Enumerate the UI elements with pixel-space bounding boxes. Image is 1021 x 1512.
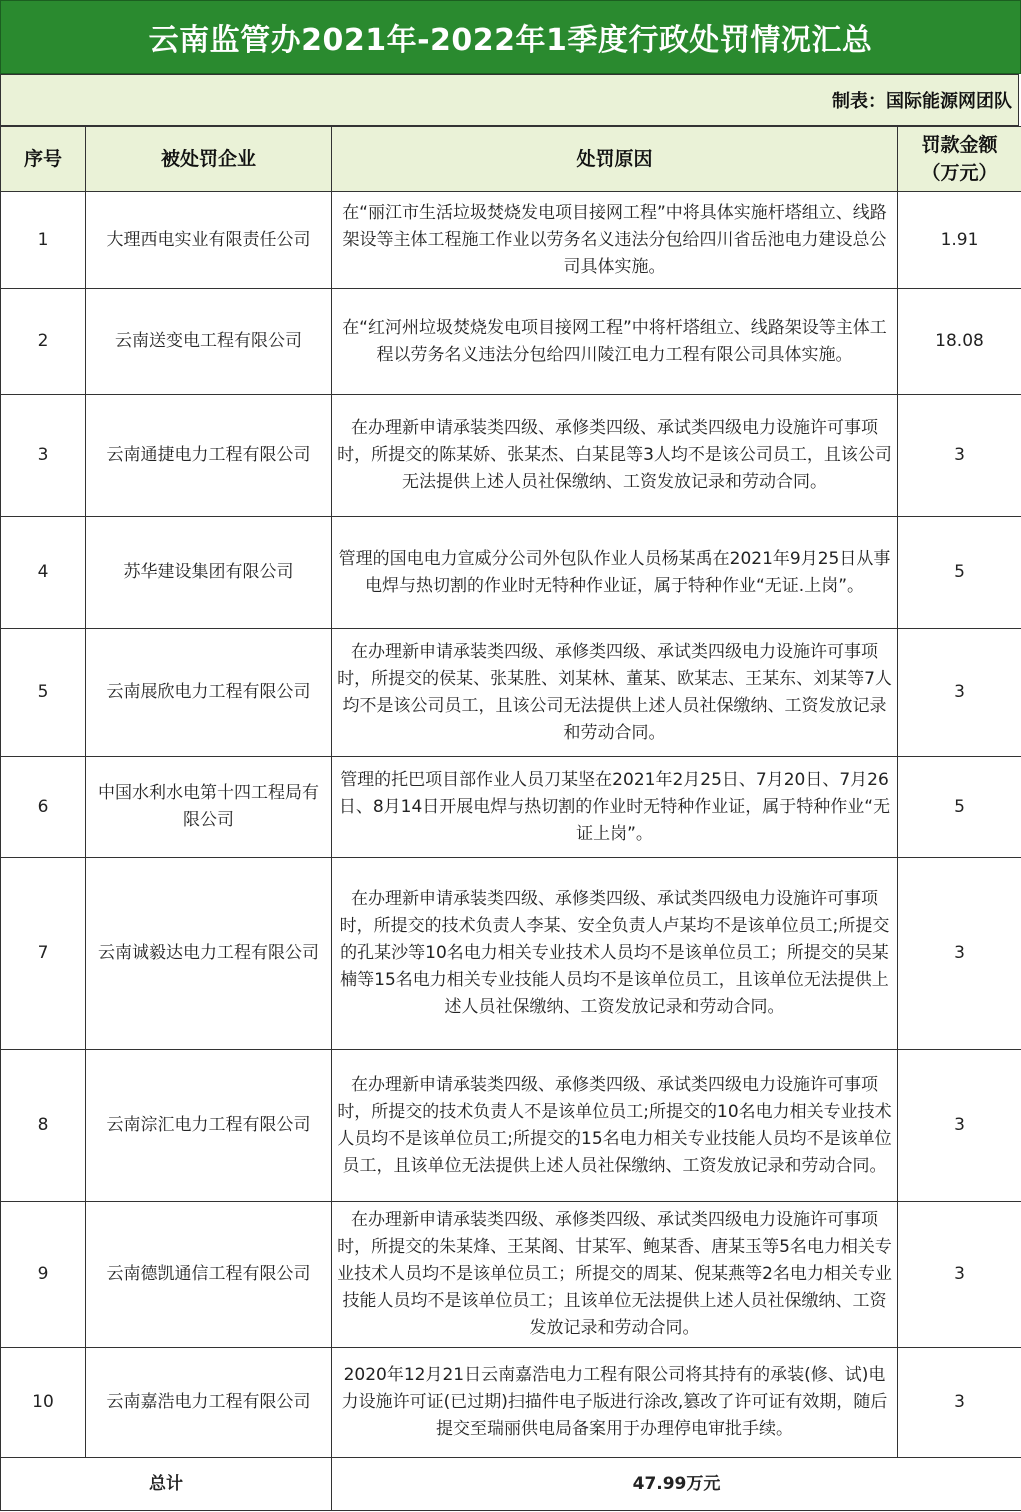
cell-company: 云南德凯通信工程有限公司 (86, 1202, 332, 1348)
cell-company: 云南通捷电力工程有限公司 (86, 395, 332, 517)
cell-reason: 在“红河州垃圾焚烧发电项目接网工程”中将杆塔组立、线路架设等主体工程以劳务名义违法分包给四川陵江电力工程有限公司具体实施。 (332, 289, 898, 395)
table-row (1, 858, 1021, 1050)
cell-reason: 在办理新申请承装类四级、承修类四级、承试类四级电力设施许可事项时，所提交的侯某、张某胜、刘某林、董某、欧某志、王某东、刘某等7人均不是该公司员工，且该公司无法提供上述人员社保缴纳、工资发放记录和劳动合同。 (332, 629, 898, 757)
header-fine-line2: （万元） (921, 162, 998, 184)
table-row (1, 1050, 1021, 1202)
cell-fine: 3 (898, 858, 1021, 1050)
total-value: 47.99万元 (332, 1458, 1021, 1511)
header-company: 被处罚企业 (86, 127, 332, 192)
cell-seq: 7 (1, 858, 86, 1050)
cell-company: 大理西电实业有限责任公司 (86, 192, 332, 289)
header-row (1, 127, 1021, 192)
cell-reason: 2020年12月21日云南嘉浩电力工程有限公司将其持有的承装(修、试)电力设施许可证(已过期)扫描件电子版进行涂改,篡改了许可证有效期，随后提交至瑞丽供电局备案用于办理停电审批手续。 (332, 1348, 898, 1458)
cell-seq: 6 (1, 757, 86, 858)
cell-seq: 9 (1, 1202, 86, 1348)
cell-reason: 在“丽江市生活垃圾焚烧发电项目接网工程”中将具体实施杆塔组立、线路架设等主体工程施工作业以劳务名义违法分包给四川省岳池电力建设总公司具体实施。 (332, 192, 898, 289)
table-row (1, 289, 1021, 395)
cell-company: 云南展欣电力工程有限公司 (86, 629, 332, 757)
cell-company: 苏华建设集团有限公司 (86, 517, 332, 629)
cell-seq: 8 (1, 1050, 86, 1202)
table-row (1, 517, 1021, 629)
cell-reason: 在办理新申请承装类四级、承修类四级、承试类四级电力设施许可事项时，所提交的陈某娇、张某杰、白某昆等3人均不是该公司员工，且该公司无法提供上述人员社保缴纳、工资发放记录和劳动合同。 (332, 395, 898, 517)
header-fine-line1: 罚款金额 (921, 134, 998, 156)
cell-seq: 10 (1, 1348, 86, 1458)
cell-fine: 18.08 (898, 289, 1021, 395)
cell-fine: 3 (898, 1348, 1021, 1458)
cell-fine: 3 (898, 1050, 1021, 1202)
cell-reason: 在办理新申请承装类四级、承修类四级、承试类四级电力设施许可事项时，所提交的技术负责人不是该单位员工;所提交的10名电力相关专业技术人员均不是该单位员工;所提交的15名电力相关专业技能人员均不是该单位员工，且该单位无法提供上述人员社保缴纳、工资发放记录和劳动合同。 (332, 1050, 898, 1202)
cell-fine: 3 (898, 629, 1021, 757)
cell-company: 云南诚毅达电力工程有限公司 (86, 858, 332, 1050)
table-row (1, 1202, 1021, 1348)
cell-fine: 5 (898, 517, 1021, 629)
table-row (1, 757, 1021, 858)
cell-reason: 管理的托巴项目部作业人员刀某坚在2021年2月25日、7月20日、7月26日、8月14日开展电焊与热切割的作业时无特种作业证，属于特种作业“无证上岗”。 (332, 757, 898, 858)
page-title: 云南监管办2021年-2022年1季度行政处罚情况汇总 (0, 0, 1021, 74)
header-reason: 处罚原因 (332, 127, 898, 192)
cell-seq: 2 (1, 289, 86, 395)
cell-reason: 在办理新申请承装类四级、承修类四级、承试类四级电力设施许可事项时，所提交的朱某烽、王某阁、甘某军、鲍某香、唐某玉等5名电力相关专业技术人员均不是该单位员工；所提交的周某、倪某燕等2名电力相关专业技能人员均不是该单位员工；且该单位无法提供上述人员社保缴纳、工资发放记录和劳动合同。 (332, 1202, 898, 1348)
cell-company: 云南淙汇电力工程有限公司 (86, 1050, 332, 1202)
header-fine (898, 127, 1021, 192)
cell-company: 云南嘉浩电力工程有限公司 (86, 1348, 332, 1458)
penalty-table (0, 126, 1021, 1511)
table-row (1, 395, 1021, 517)
cell-company: 云南送变电工程有限公司 (86, 289, 332, 395)
cell-company: 中国水利水电第十四工程局有限公司 (86, 757, 332, 858)
total-label: 总计 (1, 1458, 332, 1511)
table-row (1, 192, 1021, 289)
credit-line: 制表：国际能源网团队 (0, 74, 1019, 126)
cell-reason: 在办理新申请承装类四级、承修类四级、承试类四级电力设施许可事项时，所提交的技术负责人李某、安全负责人卢某均不是该单位员工;所提交的孔某沙等10名电力相关专业技术人员均不是该单位员工；所提交的吴某楠等15名电力相关专业技能人员均不是该单位员工，且该单位无法提供上述人员社保缴纳、工资发放记录和劳动合同。 (332, 858, 898, 1050)
cell-seq: 1 (1, 192, 86, 289)
header-seq: 序号 (1, 127, 86, 192)
cell-fine: 1.91 (898, 192, 1021, 289)
total-row (1, 1458, 1021, 1511)
cell-seq: 4 (1, 517, 86, 629)
cell-reason: 管理的国电电力宣威分公司外包队作业人员杨某禹在2021年9月25日从事电焊与热切割的作业时无特种作业证，属于特种作业“无证.上岗”。 (332, 517, 898, 629)
table-row (1, 629, 1021, 757)
cell-fine: 5 (898, 757, 1021, 858)
cell-seq: 5 (1, 629, 86, 757)
cell-seq: 3 (1, 395, 86, 517)
cell-fine: 3 (898, 1202, 1021, 1348)
cell-fine: 3 (898, 395, 1021, 517)
table-row (1, 1348, 1021, 1458)
